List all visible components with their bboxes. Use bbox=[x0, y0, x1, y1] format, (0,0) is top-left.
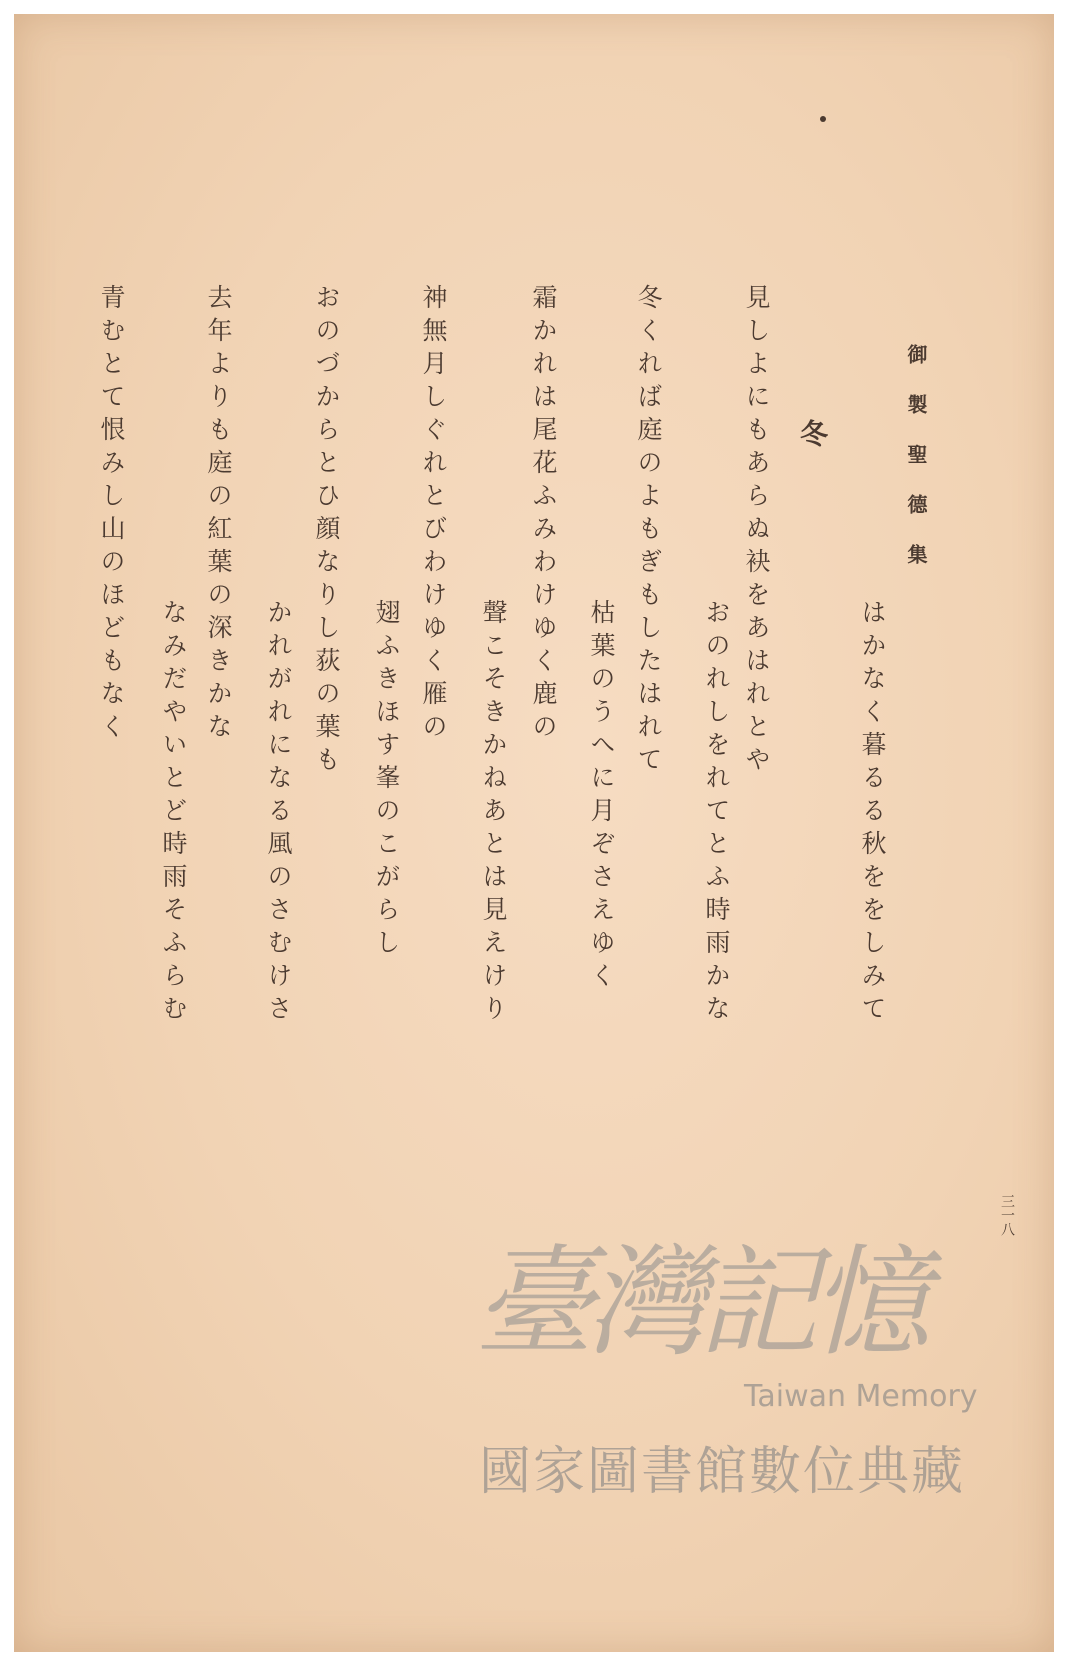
watermark-english: Taiwan Memory bbox=[744, 1379, 978, 1414]
watermark bbox=[444, 1234, 1004, 1544]
poem-line: 冬くれば庭のよもぎもしたはれて bbox=[634, 284, 663, 779]
book-page bbox=[14, 14, 1054, 1652]
page-number: 三一八 bbox=[999, 1194, 1015, 1236]
poem-line: 聲こそきかねあとは見えけり bbox=[479, 599, 508, 1028]
poem-line: 青むとて恨みし山のほどもなく bbox=[97, 284, 126, 746]
printer-dot bbox=[820, 116, 826, 122]
poem-line: おのづからとひ顔なりし荻の葉も bbox=[312, 284, 341, 779]
poem-line: 翅ふきほす峯のこがらし bbox=[372, 599, 401, 962]
watermark-logo: 臺灣記憶 bbox=[474, 1234, 922, 1373]
poem-line: はかなく暮るる秋ををしみて bbox=[858, 599, 887, 1028]
poem-line: 霜かれは尾花ふみわけゆく鹿の bbox=[529, 284, 558, 746]
poem-line: 枯葉のうへに月ぞさえゆく bbox=[587, 599, 616, 995]
poem-line: 去年よりも庭の紅葉の深きかな bbox=[204, 284, 233, 746]
watermark-chinese: 國家圖書館數位典藏 bbox=[479, 1442, 966, 1502]
season-heading: 冬 bbox=[796, 419, 829, 455]
poem-line: なみだやいとど時雨そふらむ bbox=[159, 599, 188, 1028]
poem-line: 神無月しぐれとびわけゆく雁の bbox=[419, 284, 448, 746]
running-head: 御製聖德集 bbox=[904, 344, 928, 594]
poem-line: 見しよにもあらぬ袂をあはれとや bbox=[742, 284, 771, 779]
poem-line: かれがれになる風のさむけさ bbox=[264, 599, 293, 1028]
poem-line: おのれしをれてとふ時雨かな bbox=[702, 599, 731, 1028]
